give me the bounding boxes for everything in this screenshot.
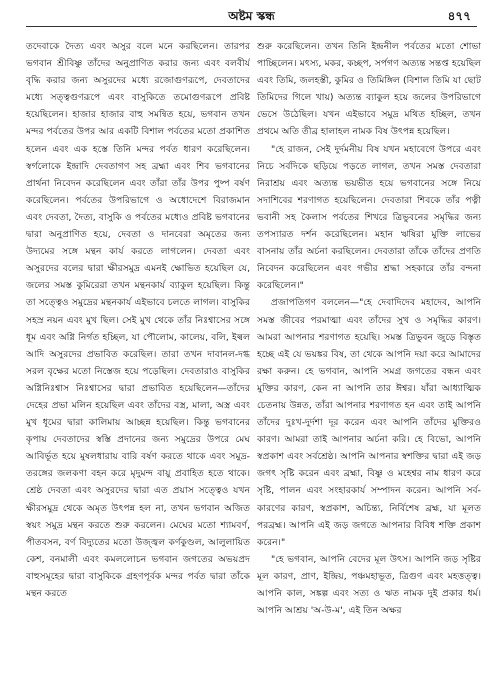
header-rule	[26, 26, 477, 27]
paragraph: "হে রাজন, সেই দুর্দমনীয় বিষ যখন মহাবেগে উপরে এবং নিচে সর্বদিকে ছড়িয়ে পড়তে লাগল, তখন সমস্ত দেবতারা নিরাশ্রয় এবং অত্যন্ত ভয়ভীত হয়ে ভগবানের সঙ্গে নিয়ে সদাশিবের শরণাগত হয়েছিলেন। দেবতারা শিবকে তাঁর পত্নী ভবানী সহ কৈলাস পর্বতের শিখরে ত্রিভুবনের সমৃদ্ধির জন্য তপস্যারত দর্শন করেছিলেন। মহান ঋষিরা মুক্তি লাভের বাসনায় তাঁর অর্চনা করছিলেন। দেবতারা তাঁকে তাঁদের প্রণতি নিবেদন করেছিলেন এবং গভীর শ্রদ্ধা সহকারে তাঁর বন্দনা করেছিলেন।"	[257, 143, 481, 292]
right-column	[257, 38, 481, 686]
paragraph: প্রজাপতিগণ বললেন—"হে দেবাদিদেব মহাদেব, আপনি সমস্ত জীবের পরমাত্মা এবং তাঁদের সুখ ও সমৃদ্ধির কারণ। আমরা আপনার শরণাগত হয়েছি। সমস্ত ত্রিভুবন জুড়ে বিস্তৃত হচ্ছে এই যে ভয়ঙ্কর বিষ, তা থেকে আপনি দয়া করে আমাদের রক্ষা করুন। হে ভগবান, আপনি সমগ্র জগতের বন্ধন এবং মুক্তির কারণ, কেন না আপনি তার ঈশ্বর। যাঁরা আধ্যাত্মিক চেতনায় উন্নত, তাঁরা আপনার শরণাগত হন এবং তাই আপনি তাঁদের দুঃখ-দুর্দশা দূর করেন এবং আপনি তাঁদের মুক্তিরও কারণ। আমরা তাই আপনার অর্চনা করি। হে বিভো, আপনি স্বপ্রকাশ এবং সর্বশ্রেষ্ঠ। আপনি আপনার স্বশক্তির দ্বারা এই জড় জগৎ সৃষ্টি করেন এবং ব্রহ্মা, বিষ্ণু ও মহেশ্বর নাম ধারণ করে সৃষ্টি, পালন এবং সংহারকার্য সম্পাদন করেন। আপনি সর্ব-কারণের কারণ, স্বপ্রকাশ, অচিন্ত্য, নির্বিশেষ ব্রহ্ম, যা মূলত পরব্রহ্ম। আপনি এই জড় জগতে আপনার বিবিধ শক্তি প্রকাশ করেন।"	[257, 297, 481, 548]
running-head: অষ্টম স্কন্ধ	[228, 9, 275, 23]
left-column	[26, 38, 250, 686]
page-header	[26, 6, 477, 28]
paragraph: তদেবাকে দৈত্য এবং অসুর বলে মনে করছিলেন। তারপর ভগবান শ্রীবিষ্ণু তাঁদের অনুপ্রাণিত করার জন্য এবং বলবীর্য বৃদ্ধি করার জন্য অসুরদের মধ্যে রজোগুণরূপে, দেবতাদের মধ্যে সত্ত্বগুণরূপে এবং বাসুকিতে তমোগুণরূপে প্রবিষ্ট হয়েছিলেন। হাজার হাজার বাহু সমন্বিত হয়ে, ভগবান তখন মন্দর পর্বতের উপর আর একটি বিশাল পর্বতের মতো প্রকাশিত হলেন এবং এক হস্তে তিনি মন্দর পর্বত ধারণ করেছিলেন। স্বর্গলোকে ইন্দ্রাদি দেবতাগণ সহ ব্রহ্মা এবং শিব ভগবানের প্রার্থনা নিবেদন করেছিলেন এবং তাঁরা তাঁর উপর পুষ্প বর্ষণ করেছিলেন। পর্বতের উপরিভাগে ও অধোদেশে বিরাজমান এবং দেবতা, দৈত্য, বাসুকি ও পর্বতের মধ্যেও প্রবিষ্ট ভগবানের দ্বারা অনুপ্রাণিত হয়ে, দেবতা ও দানবেরা অমৃতের জন্য উদ্যমের সঙ্গে মন্থন কার্য করতে লাগলেন। দেবতা এবং অসুরদের বলের দ্বারা ক্ষীরসমুদ্র এমনই ক্ষোভিত হয়েছিল যে, জলের সমস্ত কুমিরেরা তখন মন্থনকার্য ব্যাকুল হয়েছিল। কিন্তু তা সত্ত্বেও সমুদ্রের মন্থনকার্য এইভাবে চলতে লাগল। বাসুকির সহস্র নয়ন এবং মুখ ছিল। সেই মুখ থেকে তাঁর নিঃশ্বাসের সঙ্গে ধূম এবং অগ্নি নির্গত হচ্ছিল, যা পৌলোম, কালেয়, বলি, ইল্বল আদি অসুরদের প্রভাবিত করেছিল। তারা তখন দাবানল-দগ্ধ সরল বৃক্ষের মতো নিস্তেজ হয়ে পড়েছিল। দেবতারাও বাসুকির অগ্নিনিঃশ্বাস নিঃশ্বাসের দ্বারা প্রভাবিত হয়েছিলেন—তাঁদের দেহের প্রভা মলিন হয়েছিল এবং তাঁদের বস্ত্র, মালা, অস্ত্র এবং মুখ ধূমের দ্বারা কালিমায় আচ্ছন্ন হয়েছিল। কিন্তু ভগবানের কৃপায় দেবতাদের স্বস্তি প্রদানের জন্য সমুদ্রের উপরে মেঘ আবির্ভূত হয়ে মুষলধারায় বারি বর্ষণ করতে থাকে এবং সমুদ্র-তরঙ্গের জলকণা বহন করে মৃদুমন্দ বায়ু প্রবাহিত হতে থাকে। শ্রেষ্ঠ দেবতা এবং অসুরদের দ্বারা এত প্রয়াস সত্ত্বেও যখন ক্ষীরসমুদ্র থেকে অমৃত উৎপন্ন হল না, তখন ভগবান অজিত স্বয়ং সমুদ্র মন্থন করতে শুরু করলেন। মেঘের মতো শ্যামবর্ণ, পীতবসন, বর্ণ বিদ্যুতের মতো উজ্জ্বল কর্ণকুণ্ডল, আলুলায়িত কেশ, বনমালী এবং কমললোচন ভগবান জগতের অভয়প্রদ বাহুসমূহের দ্বারা বাসুকিকে গ্রহণপূর্বক মন্দর পর্বত দ্বারা তাঁকে মন্থন করতে	[26, 41, 250, 599]
paragraph: "হে ভগবান, আপনি বেদের মূল উৎস। আপনি জড় সৃষ্টির মূল কারণ, প্রাণ, ইন্দ্রিয়, পঞ্চমহাভূত, ত্রিগুণ এবং মহত্তত্ত্ব। আপনি কাল, সঙ্কল্প এবং সত্য ও ঋত নামক দুই প্রকার ধর্ম। আপনি আশ্রয় 'অ-উ-ম', এই তিন অক্ষর	[257, 553, 481, 617]
page-number: ৪৭৭	[447, 9, 471, 23]
paragraph: শুরু করেছিলেন। তখন তিনি ইন্দ্রনীল পর্বতের মতো শোভা পাচ্ছিলেন। মৎস্য, মকর, কচ্ছপ, সর্পগণ অত্যন্ত সন্তপ্ত হয়েছিল এবং তিমি, জলহস্তী, কুমির ও তিমিঙ্গিল (বিশাল তিমি যা ছোট তিমিদের গিলে খায়) অত্যন্ত ব্যাকুল হয়ে জলের উপরিভাগে ভেসে উঠেছিল। যখন এইভাবে সমুদ্র মথিত হচ্ছিল, তখন প্রথমে অতি তীব্র হালাহল নামক বিষ উৎপন্ন হয়েছিল।	[257, 41, 481, 138]
